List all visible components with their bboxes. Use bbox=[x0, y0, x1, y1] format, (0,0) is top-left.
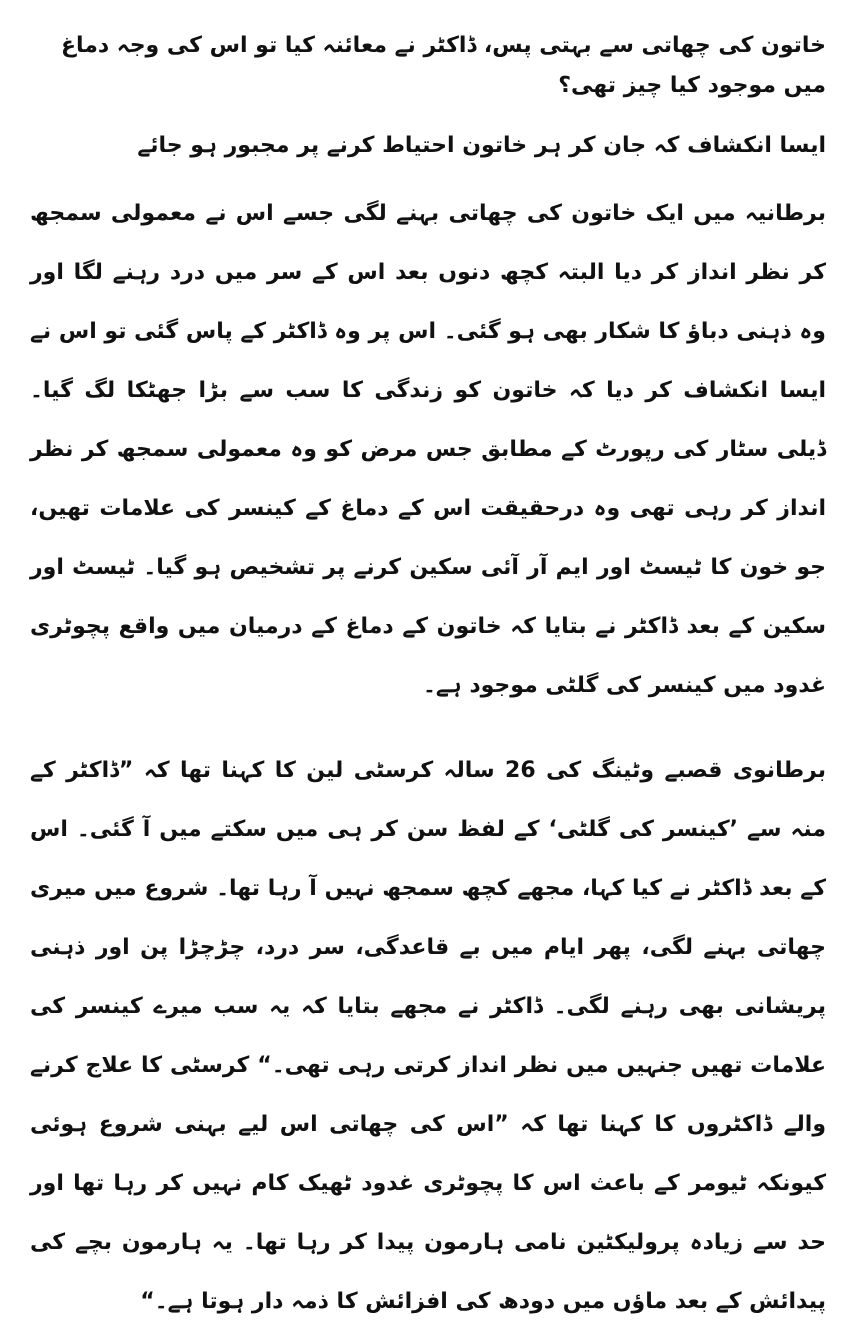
article-paragraph-2: برطانوی قصبے وٹینگ کی 26 سالہ کرسٹی لین کا کہنا تھا کہ ”ڈاکٹر کے منہ سے ’کینسر کی گلٹی‘ کے لفظ سن کر ہی میں سکتے میں آ گئی۔ اس کے بعد ڈاکٹر نے کیا کہا، مجھے کچھ سمجھ نہیں آ رہا تھا۔ شروع میں میری چھاتی بہنے لگی، پھر ایام میں بے قاعدگی، سر درد، چڑچڑا پن اور ذہنی پریشانی بھی رہنے لگی۔ ڈاکٹر نے مجھے بتایا کہ یہ سب میرے کینسر کی علامات تھیں جنہیں میں نظر انداز کرتی رہی تھی۔“ کرسٹی کا علاج کرنے والے ڈاکٹروں کا کہنا تھا کہ ”اس کی چھاتی اس لیے بہنی شروع ہوئی کیونکہ ٹیومر کے باعث اس کا پچوٹری غدود ٹھیک کام نہیں کر رہا تھا اور حد سے زیادہ پرولیکٹین نامی ہارمون پیدا کر رہا تھا۔ یہ ہارمون بچے کی پیدائش کے بعد ماؤں میں دودھ کی افزائش کا ذمہ دار ہوتا ہے۔“ bbox=[30, 758, 826, 1314]
article bbox=[30, 26, 826, 1331]
headline-line-1: خاتون کی چھاتی سے بہتی پس، ڈاکٹر نے معائنہ کیا تو اس کی وجہ دماغ میں موجود کیا چیز تھی؟ bbox=[60, 33, 826, 98]
headline-line-2: ایسا انکشاف کہ جان کر ہر خاتون احتیاط کرنے پر مجبور ہو جائے bbox=[137, 133, 826, 158]
article-paragraph-1: برطانیہ میں ایک خاتون کی چھاتی بہنے لگی جسے اس نے معمولی سمجھ کر نظر انداز کر دیا البتہ کچھ دنوں بعد اس کے سر میں درد رہنے لگا اور وہ ذہنی دباؤ کا شکار بھی ہو گئی۔ اس پر وہ ڈاکٹر کے پاس گئی تو اس نے ایسا انکشاف کر دیا کہ خاتون کو زندگی کا سب سے بڑا جھٹکا لگ گیا۔ ڈیلی سٹار کی رپورٹ کے مطابق جس مرض کو وہ معمولی سمجھ کر نظر انداز کر رہی تھی وہ درحقیقت اس کے دماغ کے کینسر کی علامات تھیں، جو خون کا ٹیسٹ اور ایم آر آئی سکین کرنے پر تشخیص ہو گیا۔ ٹیسٹ اور سکین کے بعد ڈاکٹر نے بتایا کہ خاتون کے دماغ کے درمیان میں واقع پچوٹری غدود میں کینسر کی گلٹی موجود ہے۔ bbox=[30, 201, 826, 698]
